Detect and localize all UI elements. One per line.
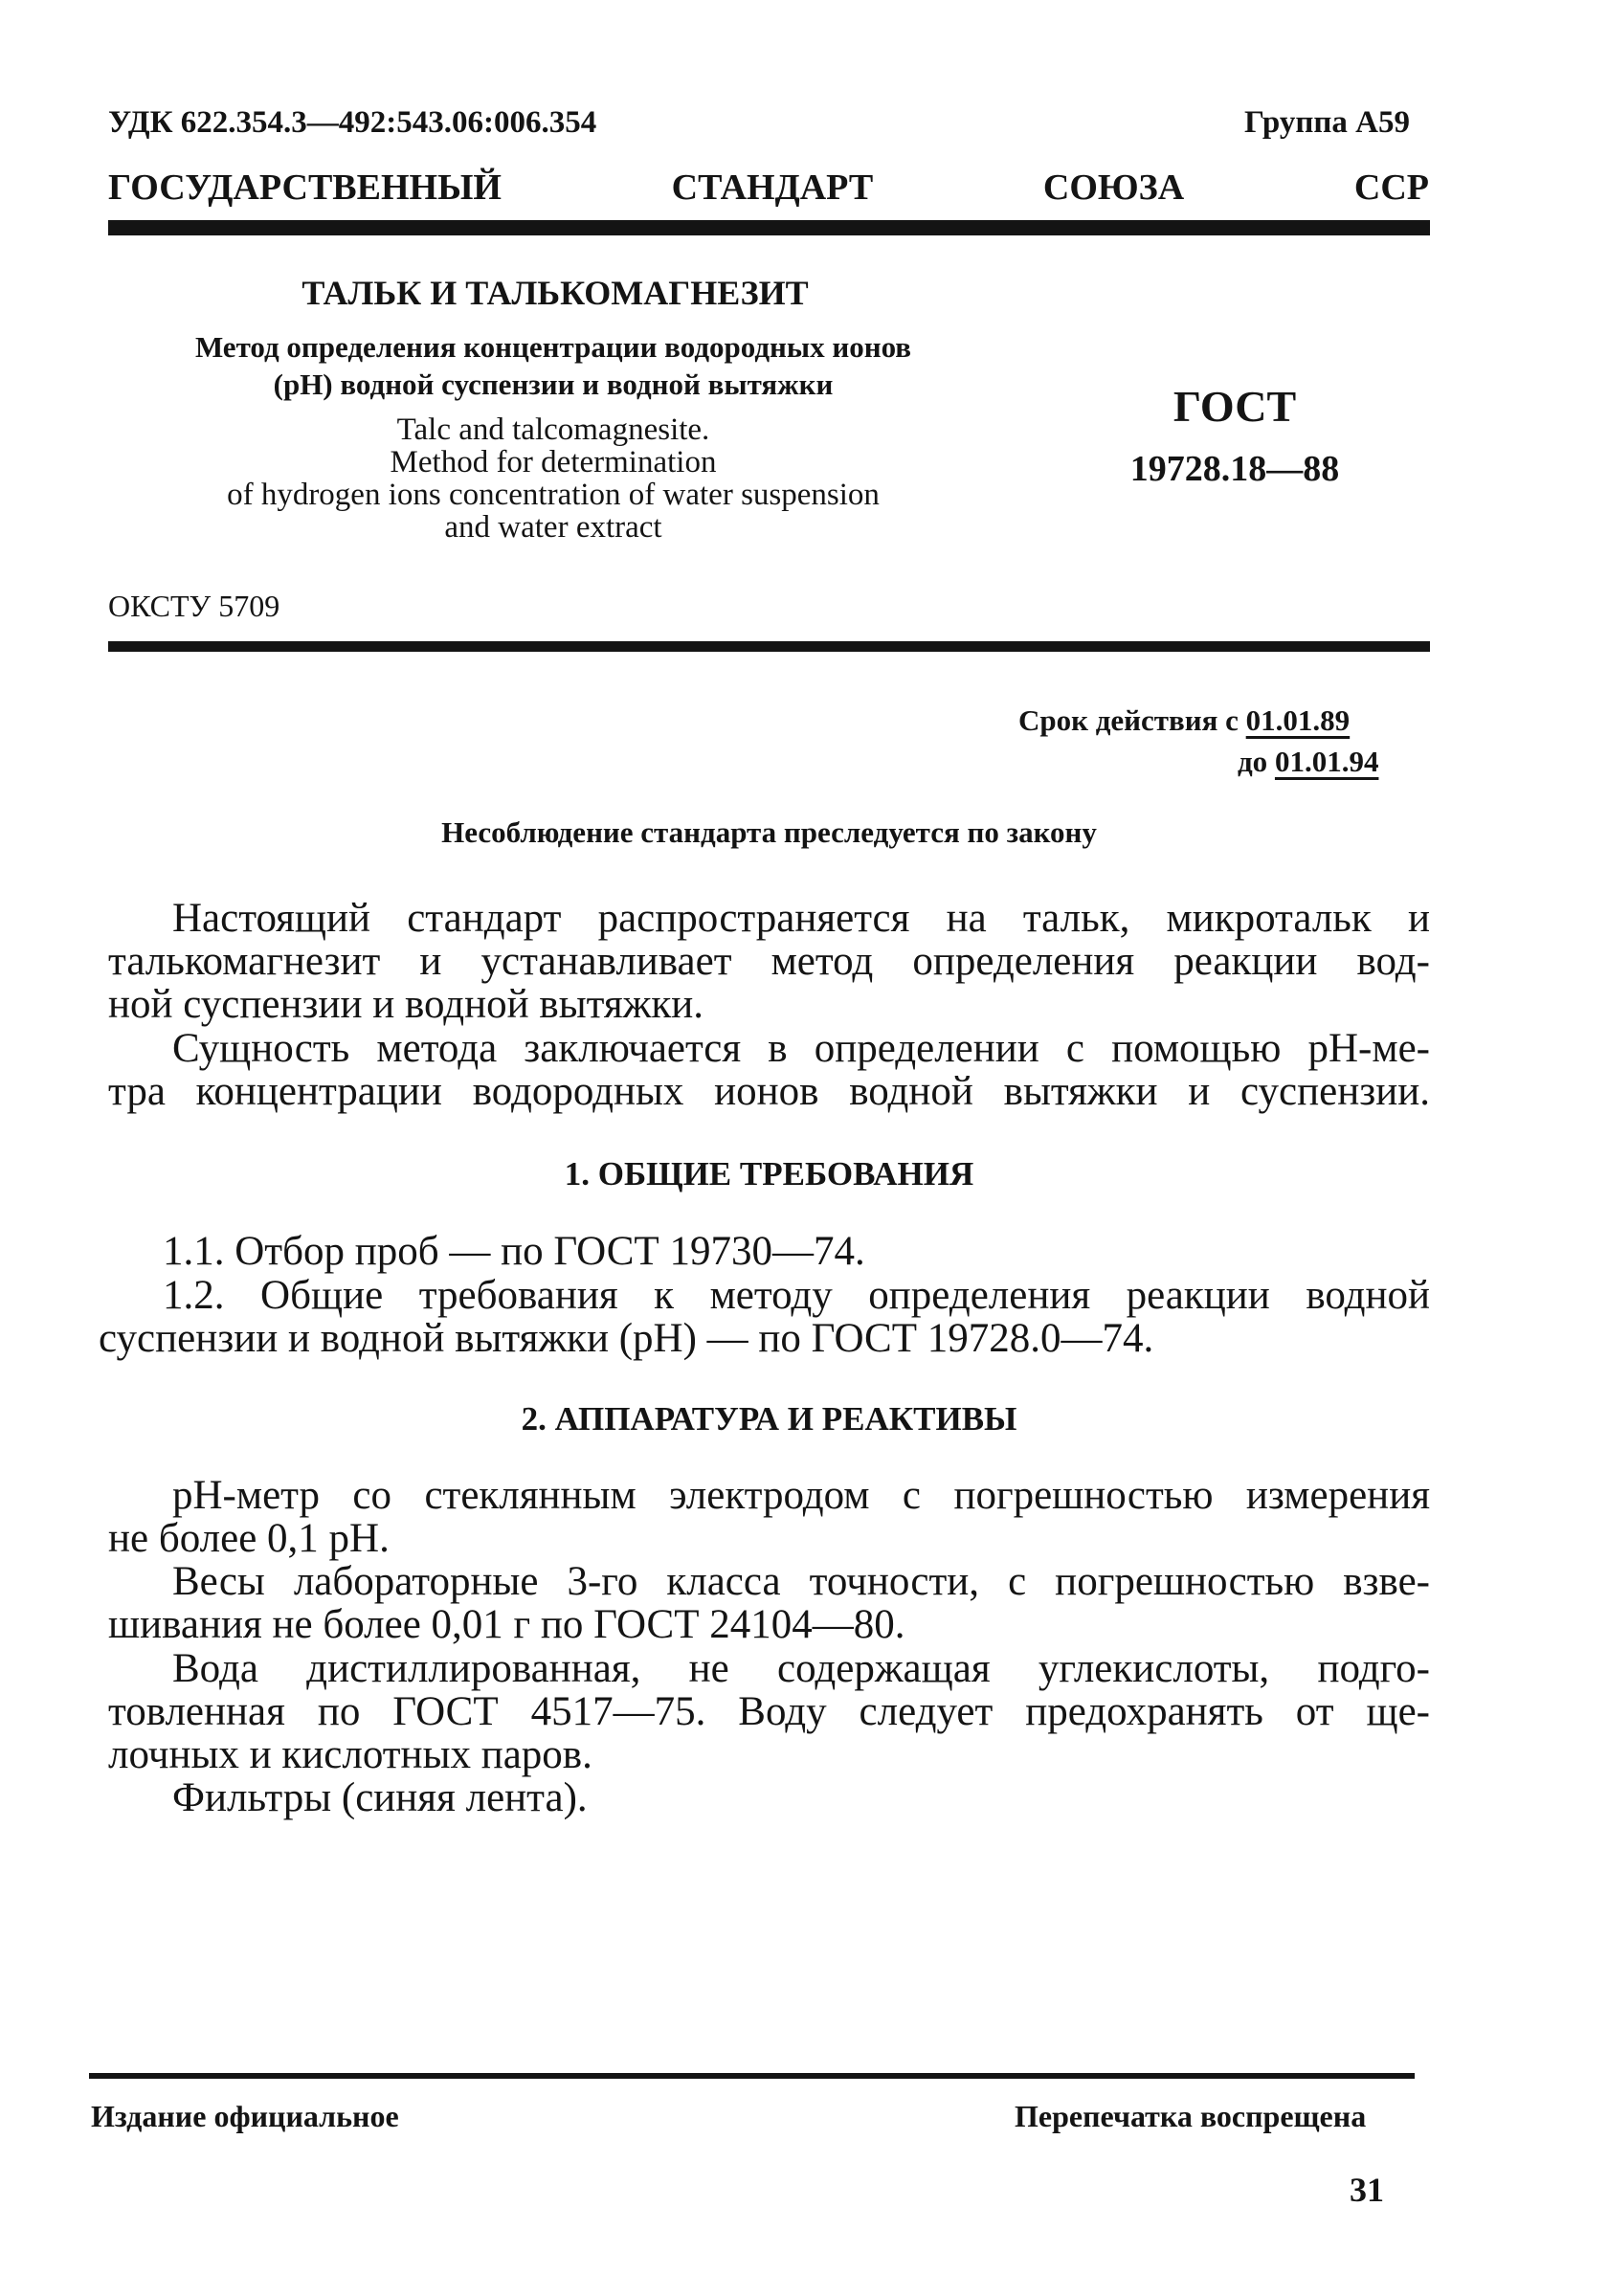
english-title-line: Method for determination — [390, 445, 717, 479]
section1-item-1: 1.1. Отбор проб — по ГОСТ 19730—74. — [163, 1229, 865, 1274]
footer-reprint-prohibited: Перепечатка воспрещена — [1015, 2099, 1367, 2133]
okstu-code: ОКСТУ 5709 — [108, 589, 280, 623]
validity-to — [1238, 745, 1378, 779]
intro-p2-line: Сущность метода заключается в определении с помощью pH-ме- — [172, 1026, 1430, 1071]
section2-p2-line: шивания не более 0,01 г по ГОСТ 24104—80. — [108, 1602, 905, 1647]
section2-p2-line: Весы лабораторные 3-го класса точности, с погрешностью взве- — [172, 1559, 1430, 1604]
section1-heading: 1. ОБЩИЕ ТРЕБОВАНИЯ — [564, 1155, 974, 1193]
intro-p1-line: ной суспензии и водной вытяжки. — [108, 982, 704, 1027]
group-code: Группа А59 — [1244, 105, 1410, 140]
section2-p3-line: Вода дистиллированная, не содержащая углекислоты, подго- — [172, 1646, 1430, 1691]
section2-heading: 2. АППАРАТУРА И РЕАКТИВЫ — [521, 1400, 1017, 1438]
section2-p1-line: не более 0,1 pH. — [108, 1516, 390, 1561]
section1-item-2-line: 1.2. Общие требования к методу определения реакции водной — [163, 1273, 1430, 1318]
validity-from — [1018, 703, 1350, 738]
intro-p1-line: талькомагнезит и устанавливает метод определения реакции вод- — [108, 939, 1430, 984]
section1-item-2-line: суспензии и водной вытяжки (pH) — по ГОСТ 19728.0—74. — [99, 1316, 1154, 1361]
law-notice: Несоблюдение стандарта преследуется по закону — [441, 815, 1097, 849]
english-title-line: Talc and talcomagnesite. — [396, 412, 710, 447]
section2-p3-line: лочных и кислотных паров. — [108, 1732, 592, 1777]
validity-from-date: 01.01.89 — [1245, 703, 1351, 737]
english-title-line: and water extract — [444, 510, 662, 545]
udk-code: УДК 622.354.3—492:543.06:006.354 — [108, 105, 597, 140]
intro-p2-line: тра концентрации водородных ионов водной вытяжки и суспензии. — [108, 1069, 1430, 1114]
title-block-rule — [108, 641, 1430, 652]
section2-p3-line: товленная по ГОСТ 4517—75. Воду следует предохранять от ще- — [108, 1689, 1430, 1734]
subtitle-line: (pH) водной суспензии и водной вытяжки — [273, 368, 834, 401]
intro-p1-line: Настоящий стандарт распространяется на тальк, микротальк и — [172, 896, 1430, 941]
state-standard-heading: ГОСУДАРСТВЕННЫЙ СТАНДАРТ СОЮЗА ССР — [108, 167, 1429, 208]
validity-to-label: до — [1238, 745, 1268, 778]
standard-title: ТАЛЬК И ТАЛЬКОМАГНЕЗИТ — [302, 274, 809, 312]
validity-from-label: Срок действия с — [1018, 703, 1239, 737]
validity-to-date: 01.01.94 — [1274, 745, 1379, 778]
header-rule — [108, 220, 1430, 235]
section2-p4: Фильтры (синяя лента). — [172, 1775, 588, 1820]
section2-p1-line: pH-метр со стеклянным электродом с погрешностью измерения — [172, 1473, 1430, 1518]
footer-rule — [89, 2073, 1415, 2079]
gost-number: 19728.18—88 — [1129, 449, 1340, 489]
footer-official-edition: Издание официальное — [91, 2099, 399, 2133]
standard-subtitle — [108, 328, 998, 403]
gost-label: ГОСТ — [1172, 382, 1297, 431]
page-number: 31 — [1350, 2171, 1384, 2209]
english-title — [108, 413, 998, 544]
english-title-line: of hydrogen ions concentration of water suspension — [227, 478, 880, 512]
subtitle-line: Метод определения концентрации водородных ионов — [194, 330, 912, 364]
